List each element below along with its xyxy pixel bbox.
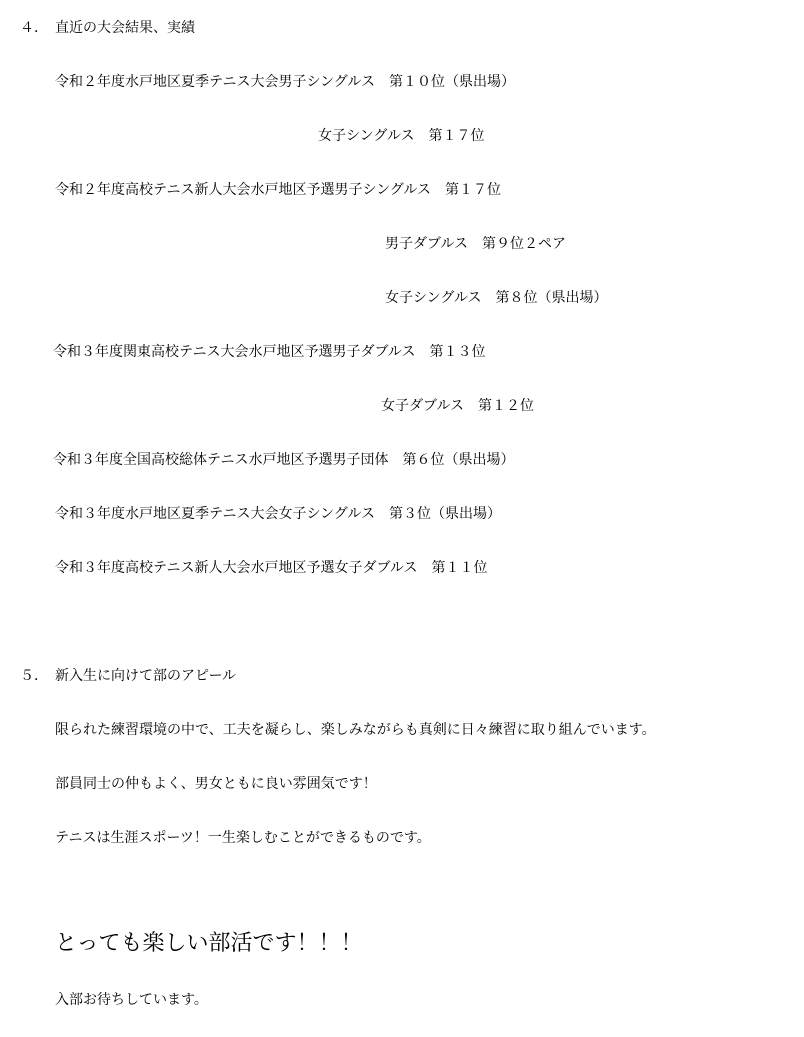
result-line: 令和２年度高校テニス新人大会水戸地区予選男子シングルス 第１７位 xyxy=(55,182,501,198)
result-line: 令和３年度高校テニス新人大会水戸地区予選女子ダブルス 第１１位 xyxy=(55,560,488,576)
appeal-paragraph: 限られた練習環境の中で、工夫を凝らし、楽しみながらも真剣に日々練習に取り組んでいます。 xyxy=(55,722,656,738)
section4-number: ４． xyxy=(20,20,48,36)
result-line: 令和２年度水戸地区夏季テニス大会男子シングルス 第１０位（県出場） xyxy=(55,74,515,90)
appeal-paragraph: 部員同士の仲もよく、男女ともに良い雰囲気です！ xyxy=(55,776,377,792)
result-line: 女子ダブルス 第１２位 xyxy=(381,398,535,414)
result-line: 令和３年度関東高校テニス大会水戸地区予選男子ダブルス 第１３位 xyxy=(53,344,486,360)
closing-headline: とっても楽しい部活です！！！ xyxy=(55,931,363,956)
appeal-paragraph: テニスは生涯スポーツ！一生楽しむことができるものです。 xyxy=(55,830,431,846)
result-line: 女子シングルス 第１７位 xyxy=(318,128,485,144)
result-line: 男子ダブルス 第９位２ペア xyxy=(385,236,567,252)
result-line: 令和３年度全国高校総体テニス水戸地区予選男子団体 第６位（県出場） xyxy=(53,452,515,468)
result-line: 女子シングルス 第８位（県出場） xyxy=(385,290,608,306)
result-line: 令和３年度水戸地区夏季テニス大会女子シングルス 第３位（県出場） xyxy=(55,506,501,522)
section4-heading: 直近の大会結果、実績 xyxy=(55,20,195,36)
section5-number: ５． xyxy=(20,668,48,684)
section5-heading: 新入生に向けて部のアピール xyxy=(55,668,237,684)
closing-note: 入部お待ちしています。 xyxy=(55,992,208,1008)
